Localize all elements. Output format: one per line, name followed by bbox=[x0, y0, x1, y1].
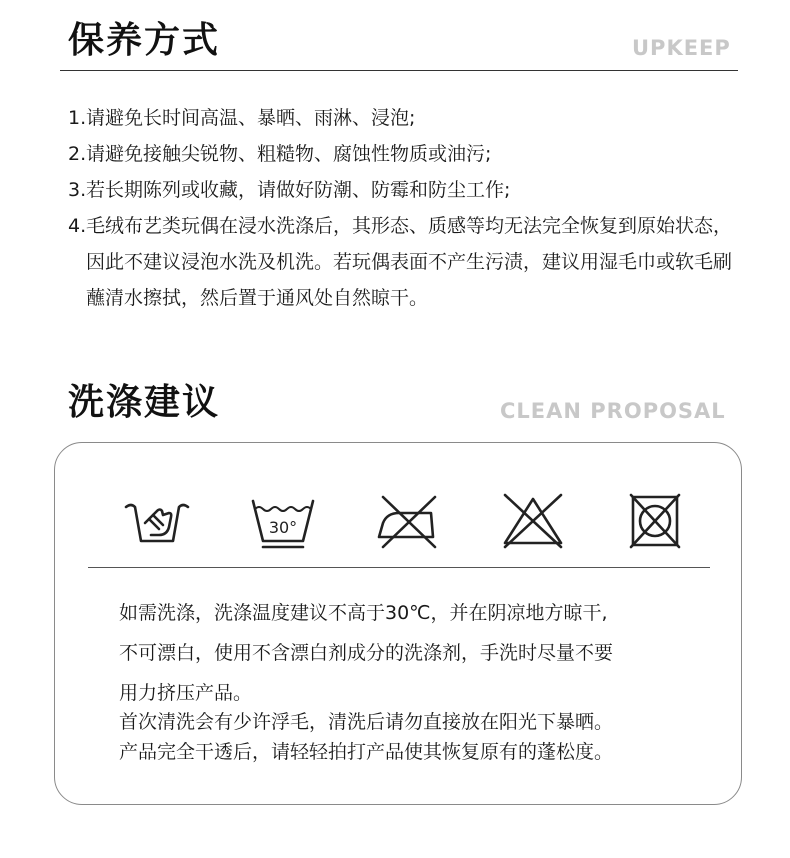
upkeep-en-title: UPKEEP bbox=[632, 36, 731, 60]
no-tumble-dry-icon bbox=[621, 493, 689, 549]
first-wash-notes bbox=[119, 707, 719, 767]
upkeep-list bbox=[68, 100, 758, 316]
list-item: 1. 请避免长时间高温、暴晒、雨淋、浸泡; bbox=[68, 107, 416, 129]
no-bleach-icon bbox=[499, 493, 567, 549]
upkeep-divider bbox=[60, 70, 738, 71]
list-item: 4. 毛绒布艺类玩偶在浸水洗涤后，其形态、质感等均无法完全恢复到原始状态，因此不建议浸泡水洗及机洗。若玩偶表面不产生污渍，建议用湿毛巾或软毛刷蘸清水擦拭，然后置于通风处自然晾干。 bbox=[68, 215, 733, 309]
wash-temp-label: 30° bbox=[268, 518, 298, 537]
text-line: 首次清洗会有少许浮毛，清洗后请勿直接放在阳光下暴晒。 bbox=[119, 711, 614, 733]
wash-care-card bbox=[54, 442, 742, 805]
upkeep-title: 保养方式 bbox=[68, 19, 221, 61]
clean-en-title: CLEAN PROPOSAL bbox=[500, 399, 726, 423]
clean-title: 洗涤建议 bbox=[68, 381, 221, 423]
text-line: 不可漂白，使用不含漂白剂成分的洗涤剂，手洗时尽量不要 bbox=[119, 642, 614, 664]
list-item: 3. 若长期陈列或收藏，请做好防潮、防霉和防尘工作; bbox=[68, 179, 511, 201]
text-line: 如需洗涤，洗涤温度建议不高于30℃，并在阴凉地方晾干, bbox=[119, 602, 608, 624]
wash-30-icon bbox=[249, 493, 317, 549]
no-iron-icon bbox=[375, 493, 443, 549]
care-symbols bbox=[55, 493, 741, 549]
card-divider bbox=[88, 567, 710, 568]
text-line: 用力挤压产品。 bbox=[119, 682, 253, 704]
list-item: 2. 请避免接触尖锐物、粗糙物、腐蚀性物质或油污; bbox=[68, 143, 492, 165]
wash-instructions bbox=[119, 593, 719, 713]
hand-wash-icon bbox=[123, 493, 191, 549]
text-line: 产品完全干透后，请轻轻拍打产品使其恢复原有的蓬松度。 bbox=[119, 741, 614, 763]
